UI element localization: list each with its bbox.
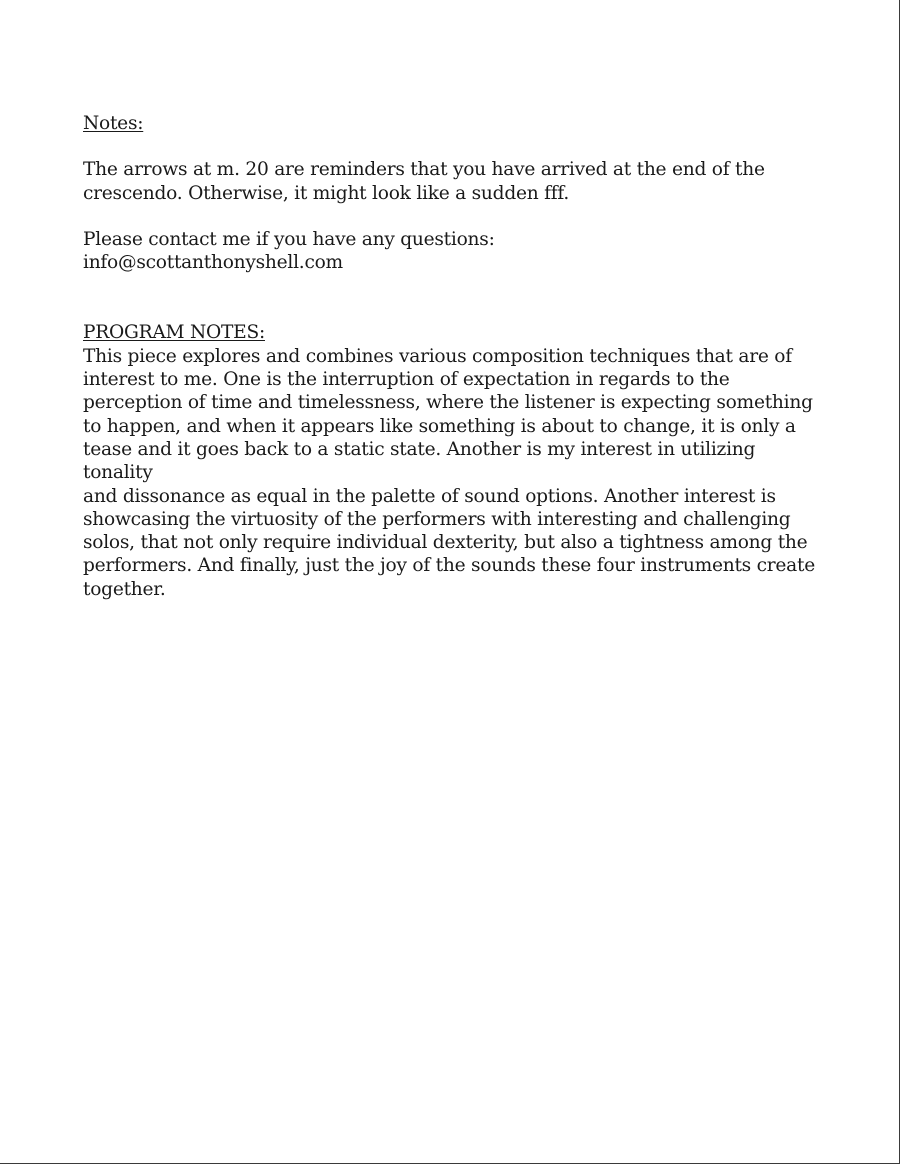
program-notes-line: interest to me. One is the interruption of expectation in regards to the xyxy=(83,369,730,391)
notes-section xyxy=(83,112,823,274)
program-notes-heading: PROGRAM NOTES: xyxy=(83,322,265,344)
arrows-note-line-2: crescendo. Otherwise, it might look like a sudden fff. xyxy=(83,182,569,204)
program-notes-line: to happen, and when it appears like something is about to change, it is only a xyxy=(83,415,796,437)
page-content xyxy=(83,112,823,601)
program-notes-line: solos, that not only require individual dexterity, but also a tightness among the xyxy=(83,532,808,554)
program-notes-line: performers. And finally, just the joy of the sounds these four instruments create xyxy=(83,555,815,577)
arrows-note-line-1: The arrows at m. 20 are reminders that you have arrived at the end of the xyxy=(83,159,765,181)
notes-heading: Notes: xyxy=(83,113,144,134)
contact-email: info@scottanthonyshell.com xyxy=(83,252,343,274)
program-notes-line: tease and it goes back to a static state. Another is my interest in utilizing tonality xyxy=(83,438,756,484)
program-notes-line: showcasing the virtuosity of the performers with interesting and challenging xyxy=(83,508,791,530)
program-notes-section xyxy=(83,321,823,601)
program-notes-line: This piece explores and combines various composition techniques that are of xyxy=(83,345,792,367)
program-notes-line: perception of time and timelessness, where the listener is expecting something xyxy=(83,392,813,414)
contact-line: Please contact me if you have any questions: xyxy=(83,228,495,250)
program-notes-line: and dissonance as equal in the palette of sound options. Another interest is xyxy=(83,485,776,507)
program-notes-line: together. xyxy=(83,578,166,600)
